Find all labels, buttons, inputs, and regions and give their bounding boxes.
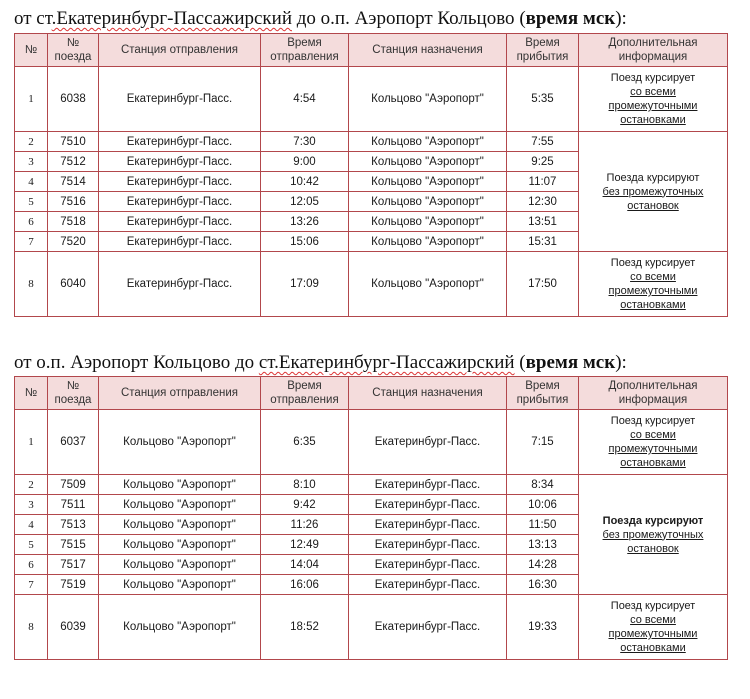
- departure-time: 6:35: [261, 410, 349, 475]
- info-link-line: остановок: [627, 542, 679, 555]
- departure-time: 18:52: [261, 595, 349, 660]
- schedule-table-from-airport: [14, 376, 728, 660]
- info-line: Поезд курсирует: [610, 72, 696, 84]
- departure-time: 7:30: [261, 132, 349, 152]
- departure-time: 13:26: [261, 212, 349, 232]
- info-link-line: остановками: [620, 457, 686, 469]
- info-no-stops: [579, 132, 728, 252]
- col-header-arrival-time: Время прибытия: [507, 34, 579, 67]
- departure-station: Кольцово "Аэропорт": [99, 410, 261, 475]
- info-no-stops: [579, 475, 728, 595]
- departure-time: 15:06: [261, 232, 349, 252]
- arrival-station: Кольцово "Аэропорт": [349, 232, 507, 252]
- arrival-time: 8:34: [507, 475, 579, 495]
- heading-to-station: ст.Екатеринбург-Пассажирский: [258, 352, 515, 373]
- col-header-departure-time: Время отправления: [261, 34, 349, 67]
- row-index: 4: [15, 172, 48, 192]
- arrival-time: 5:35: [507, 67, 579, 132]
- row-index: 1: [15, 410, 48, 475]
- info-all-stops: [579, 252, 728, 317]
- table-row: [15, 410, 728, 475]
- arrival-station: Кольцово "Аэропорт": [349, 172, 507, 192]
- info-all-stops: [579, 410, 728, 475]
- train-number: 7518: [48, 212, 99, 232]
- heading-paren-close: ):: [615, 352, 627, 373]
- arrival-time: 12:30: [507, 192, 579, 212]
- arrival-station: Екатеринбург-Пасс.: [349, 515, 507, 535]
- train-number: 7511: [48, 495, 99, 515]
- train-number: 7510: [48, 132, 99, 152]
- row-index: 5: [15, 535, 48, 555]
- info-link-line: промежуточными: [608, 285, 698, 297]
- train-number: 6037: [48, 410, 99, 475]
- train-number: 7519: [48, 575, 99, 595]
- row-index: 4: [15, 515, 48, 535]
- col-header-departure-station: Станция отправления: [99, 377, 261, 410]
- heading-prefix: от о.п. Аэропорт Кольцово до: [14, 352, 259, 373]
- departure-time: 8:10: [261, 475, 349, 495]
- train-number: 6039: [48, 595, 99, 660]
- table-row: [15, 595, 728, 660]
- departure-station: Кольцово "Аэропорт": [99, 495, 261, 515]
- arrival-time: 14:28: [507, 555, 579, 575]
- arrival-station: Екатеринбург-Пасс.: [349, 495, 507, 515]
- departure-time: 14:04: [261, 555, 349, 575]
- table-header-row: [15, 34, 728, 67]
- col-header-train: № поезда: [48, 34, 99, 67]
- heading-paren-close: ):: [615, 8, 627, 29]
- info-line: Поезд курсирует: [610, 257, 696, 269]
- arrival-station: Кольцово "Аэропорт": [349, 132, 507, 152]
- arrival-time: 7:15: [507, 410, 579, 475]
- heading-paren-open: (: [514, 352, 526, 373]
- arrival-station: Екатеринбург-Пасс.: [349, 595, 507, 660]
- arrival-station: Кольцово "Аэропорт": [349, 152, 507, 172]
- train-number: 7514: [48, 172, 99, 192]
- row-index: 8: [15, 595, 48, 660]
- arrival-time: 19:33: [507, 595, 579, 660]
- departure-station: Екатеринбург-Пасс.: [99, 252, 261, 317]
- col-header-info: Дополнительная информация: [579, 34, 728, 67]
- row-index: 2: [15, 475, 48, 495]
- row-index: 7: [15, 232, 48, 252]
- info-line: Поезда курсируют: [602, 514, 704, 527]
- arrival-station: Кольцово "Аэропорт": [349, 212, 507, 232]
- train-number: 7512: [48, 152, 99, 172]
- table-row: [15, 252, 728, 317]
- departure-station: Екатеринбург-Пасс.: [99, 212, 261, 232]
- col-header-train: № поезда: [48, 377, 99, 410]
- departure-station: Кольцово "Аэропорт": [99, 575, 261, 595]
- arrival-time: 15:31: [507, 232, 579, 252]
- info-link-line: без промежуточных: [602, 185, 704, 198]
- heading-to-airport: [14, 8, 627, 30]
- arrival-station: Кольцово "Аэропорт": [349, 67, 507, 132]
- info-line: Поезда курсируют: [606, 171, 700, 184]
- table-row: [15, 132, 728, 152]
- col-header-arrival-station: Станция назначения: [349, 377, 507, 410]
- heading-from-airport: [14, 352, 627, 374]
- table-header-row: [15, 377, 728, 410]
- arrival-time: 10:06: [507, 495, 579, 515]
- heading-paren-open: (: [519, 8, 526, 29]
- heading-from-station: .Екатеринбург-Пассажирский: [51, 8, 292, 29]
- info-link-line: промежуточными: [608, 443, 698, 455]
- departure-time: 9:42: [261, 495, 349, 515]
- departure-station: Кольцово "Аэропорт": [99, 475, 261, 495]
- departure-time: 4:54: [261, 67, 349, 132]
- col-header-arrival-station: Станция назначения: [349, 34, 507, 67]
- info-link-line: остановками: [620, 642, 686, 654]
- arrival-time: 17:50: [507, 252, 579, 317]
- col-header-info: Дополнительная информация: [579, 377, 728, 410]
- arrival-station: Екатеринбург-Пасс.: [349, 475, 507, 495]
- heading-middle: до о.п. Аэропорт Кольцово: [291, 8, 520, 29]
- departure-time: 12:05: [261, 192, 349, 212]
- departure-station: Екатеринбург-Пасс.: [99, 67, 261, 132]
- info-link-line: промежуточными: [608, 100, 698, 112]
- arrival-station: Екатеринбург-Пасс.: [349, 410, 507, 475]
- row-index: 6: [15, 212, 48, 232]
- info-link-line: без промежуточных: [602, 528, 704, 541]
- heading-time-zone: время мск: [525, 8, 616, 29]
- info-link-line: со всеми: [630, 86, 676, 98]
- info-all-stops: [579, 67, 728, 132]
- col-header-index: №: [15, 34, 48, 67]
- train-number: 7517: [48, 555, 99, 575]
- info-link-line: со всеми: [630, 614, 676, 626]
- arrival-time: 13:51: [507, 212, 579, 232]
- train-number: 7513: [48, 515, 99, 535]
- schedule-table-to-airport: [14, 33, 728, 317]
- table-row: [15, 475, 728, 495]
- arrival-station: Екатеринбург-Пасс.: [349, 535, 507, 555]
- info-link-line: со всеми: [630, 271, 676, 283]
- arrival-time: 7:55: [507, 132, 579, 152]
- arrival-station: Екатеринбург-Пасс.: [349, 555, 507, 575]
- info-link-line: остановками: [620, 114, 686, 126]
- departure-station: Екатеринбург-Пасс.: [99, 132, 261, 152]
- departure-station: Кольцово "Аэропорт": [99, 535, 261, 555]
- departure-station: Кольцово "Аэропорт": [99, 595, 261, 660]
- row-index: 6: [15, 555, 48, 575]
- info-all-stops: [579, 595, 728, 660]
- departure-station: Кольцово "Аэропорт": [99, 555, 261, 575]
- row-index: 3: [15, 152, 48, 172]
- col-header-arrival-time: Время прибытия: [507, 377, 579, 410]
- col-header-departure-station: Станция отправления: [99, 34, 261, 67]
- departure-time: 16:06: [261, 575, 349, 595]
- arrival-time: 11:07: [507, 172, 579, 192]
- departure-station: Екатеринбург-Пасс.: [99, 152, 261, 172]
- departure-station: Екатеринбург-Пасс.: [99, 192, 261, 212]
- departure-station: Екатеринбург-Пасс.: [99, 232, 261, 252]
- arrival-time: 9:25: [507, 152, 579, 172]
- departure-time: 11:26: [261, 515, 349, 535]
- row-index: 7: [15, 575, 48, 595]
- heading-prefix: от ст: [14, 8, 52, 29]
- train-number: 7509: [48, 475, 99, 495]
- departure-station: Екатеринбург-Пасс.: [99, 172, 261, 192]
- info-link-line: остановками: [620, 299, 686, 311]
- row-index: 5: [15, 192, 48, 212]
- row-index: 1: [15, 67, 48, 132]
- arrival-station: Кольцово "Аэропорт": [349, 252, 507, 317]
- col-header-departure-time: Время отправления: [261, 377, 349, 410]
- arrival-time: 13:13: [507, 535, 579, 555]
- train-number: 7516: [48, 192, 99, 212]
- departure-station: Кольцово "Аэропорт": [99, 515, 261, 535]
- info-link-line: со всеми: [630, 429, 676, 441]
- departure-time: 9:00: [261, 152, 349, 172]
- train-number: 6038: [48, 67, 99, 132]
- row-index: 3: [15, 495, 48, 515]
- departure-time: 17:09: [261, 252, 349, 317]
- table-row: [15, 67, 728, 132]
- train-number: 6040: [48, 252, 99, 317]
- arrival-station: Кольцово "Аэропорт": [349, 192, 507, 212]
- col-header-index: №: [15, 377, 48, 410]
- info-line: Поезд курсирует: [610, 600, 696, 612]
- departure-time: 10:42: [261, 172, 349, 192]
- train-number: 7515: [48, 535, 99, 555]
- heading-time-zone: время мск: [525, 352, 616, 373]
- train-number: 7520: [48, 232, 99, 252]
- arrival-station: Екатеринбург-Пасс.: [349, 575, 507, 595]
- departure-time: 12:49: [261, 535, 349, 555]
- info-link-line: остановок: [627, 199, 679, 212]
- arrival-time: 16:30: [507, 575, 579, 595]
- info-line: Поезд курсирует: [610, 415, 696, 427]
- row-index: 2: [15, 132, 48, 152]
- arrival-time: 11:50: [507, 515, 579, 535]
- info-link-line: промежуточными: [608, 628, 698, 640]
- row-index: 8: [15, 252, 48, 317]
